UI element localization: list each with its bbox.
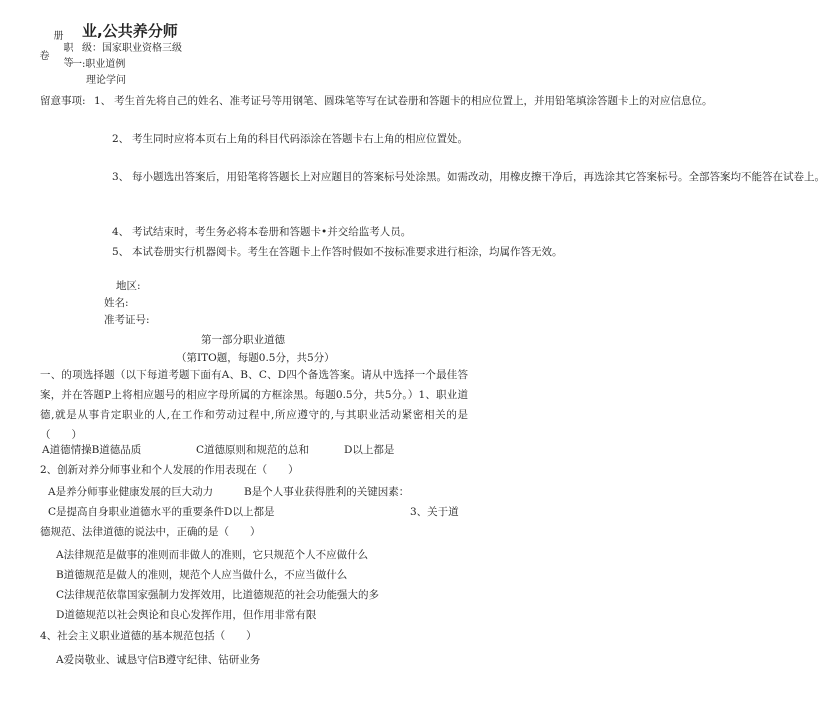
q2-option-b: B是个人事业获得胜利的关键因素： [244, 486, 410, 498]
notice-item-2 [112, 130, 468, 149]
q2-stem: 2、创新对养分师事业和个人发展的作用表现在（ ） [40, 464, 299, 476]
q3-option-c: C法律规范依靠国家强制力发挥效用，比道德规范的社会功能强大的多 [56, 589, 380, 601]
section-label: 一:职业道例 [72, 59, 126, 70]
notice-item-1 [94, 92, 713, 111]
q3-stem-head: 3、关于道 [410, 506, 459, 518]
q1-option-c: C道德原则和规范的总和 [196, 444, 310, 456]
notice-text: 每小题选出答案后，用铅笔将答题长上对应题目的答案标号处涂黑。如需改动，用橡皮擦干净后，再选涂其它答案标号。全部答案均不能答在试卷上。 [132, 171, 825, 183]
part-title: 第一部分职业道德 [201, 334, 285, 346]
q3-stem-tail: 德规范、法律道德的说法中，正确的是（ ） [40, 526, 261, 538]
notice-text: 考生同时应将本页右上角的科目代码添涂在答题卡右上角的相应位置处。 [132, 133, 468, 145]
q3-option-a: A法律规范是做事的准则而非做人的准则，它只规范个人不应做什么 [56, 549, 369, 561]
q1-option-d: D以上都是 [344, 444, 395, 456]
notice-item-4 [112, 223, 468, 242]
q1-option-ab: A道德情操B道德品质 [42, 444, 142, 456]
qualification-level: 级：国家职业资格三级 [82, 43, 182, 54]
notice-num: 3、 [112, 171, 130, 183]
notice-item-3 [112, 168, 825, 187]
q3-option-b: B道德规范是做人的准则，规范个人应当做什么，不应当做什么 [56, 569, 348, 581]
name-field-label: 姓名: [104, 297, 129, 309]
region-field-label: 地区: [116, 280, 141, 292]
notice-text: 本试卷册实行机器阅卡。考生在答题卡上作答时假如不按标准要求进行柜涂，均属作答无效。 [132, 246, 563, 258]
q4-option-ab: A爱岗敬业、诚恳守信B遵守纪律、钻研业务 [56, 654, 261, 666]
notice-num: 1、 [94, 95, 112, 107]
notice-lead: 留意事项: [40, 95, 86, 107]
section-intro: 一、的项选择题（以下每道考题下面有A、B、C、D四个备选答案。请从中选择一个最佳答案，并在答题P上将相应题号的相应字母所属的方框涂黑。每题0.5分，共5分。）1、职业道德,就是从事肯定职业的人,在工作和劳动过程中,所应遵守的,与其职业活动紧密相关的是（ ） [40, 369, 468, 441]
part-subtitle: （第ITO题，每题0.5分，共5分） [176, 352, 335, 364]
notice-text: 考生首先将自己的姓名、准考证号等用钢笔、圆珠笔等写在试卷册和答题卡的相应位置上，并用铅笔填涂答题卡上的对应信息位。 [114, 95, 713, 107]
q2-option-c: C是提高自身职业道德水平的重要条件D以上都是 [48, 506, 275, 518]
document-title: 业,公共养分师 [82, 22, 178, 40]
exam-id-field-label: 准考证号: [104, 314, 150, 326]
notice-num: 4、 [112, 226, 130, 238]
notice-item-5 [112, 243, 563, 262]
vertical-label-mid: 册 [51, 30, 62, 41]
notice-num: 2、 [112, 133, 130, 145]
subsection-label: 理论学问 [86, 75, 126, 86]
vertical-label-left: 卷 [37, 50, 48, 61]
vertical-label-right: 职 等 [61, 42, 72, 69]
q4-stem: 4、社会主义职业道德的基本规范包括（ ） [40, 630, 257, 642]
q2-option-a: A是养分师事业健康发展的巨大动力 [48, 486, 214, 498]
notice-num: 5、 [112, 246, 130, 258]
q3-option-d: D道德规范以社会舆论和良心发挥作用，但作用非常有限 [56, 609, 317, 621]
notice-text: 考试结束时，考生务必将本卷册和答题卡•并交给监考人员。 [132, 226, 412, 238]
